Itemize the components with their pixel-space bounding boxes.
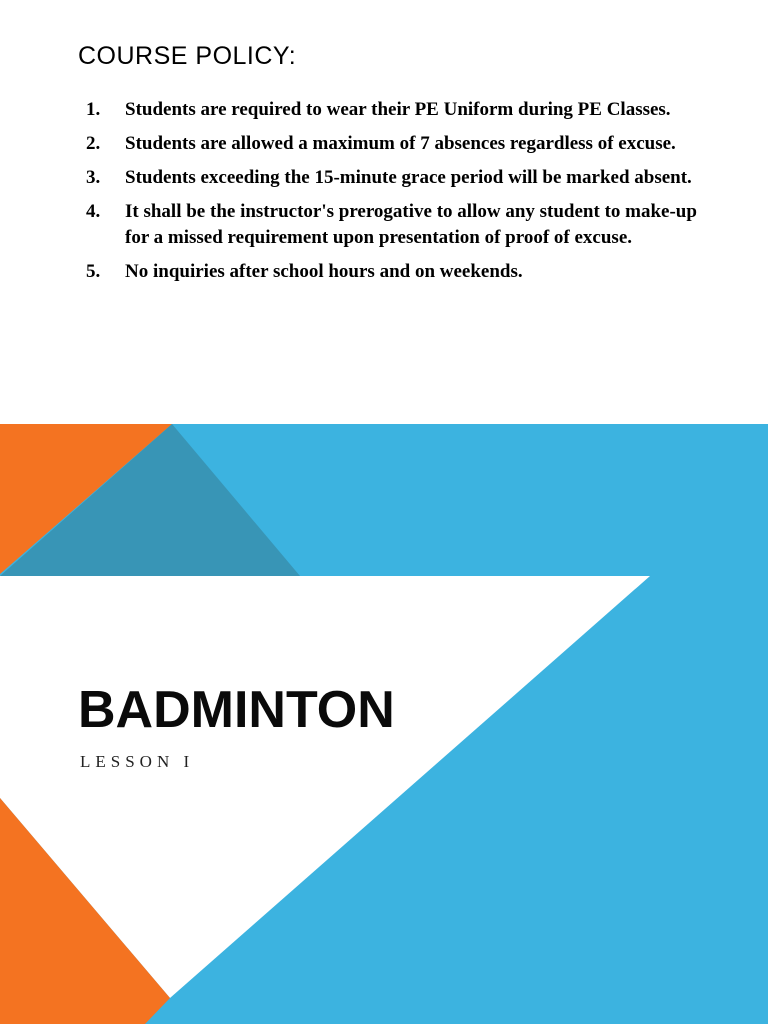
policy-item <box>86 259 706 285</box>
policy-item <box>86 97 706 123</box>
policy-item-number: 5. <box>86 261 101 282</box>
policy-item-text: Students exceeding the 15-minute grace period will be marked absent. <box>125 167 692 188</box>
policy-item <box>86 165 706 191</box>
policy-item-number: 4. <box>86 201 101 222</box>
policy-item <box>86 199 706 251</box>
title-slide <box>0 424 768 1024</box>
policy-item <box>86 131 706 157</box>
slide-subtitle: LESSON I <box>80 752 195 771</box>
policy-item-number: 1. <box>86 99 101 120</box>
policy-item-text: Students are required to wear their PE Uniform during PE Classes. <box>125 99 671 120</box>
slide-title: BADMINTON <box>78 681 395 739</box>
course-policy-slide <box>0 0 768 424</box>
policy-item-text: No inquiries after school hours and on weekends. <box>125 261 523 282</box>
policy-list <box>86 97 706 293</box>
policy-heading: COURSE POLICY: <box>78 42 297 70</box>
policy-item-number: 2. <box>86 133 101 154</box>
policy-item-number: 3. <box>86 167 101 188</box>
policy-item-text: It shall be the instructor's prerogative to allow any student to make-up for a missed requirement upon presentation of proof of excuse. <box>125 201 697 248</box>
policy-item-text: Students are allowed a maximum of 7 absences regardless of excuse. <box>125 133 676 154</box>
